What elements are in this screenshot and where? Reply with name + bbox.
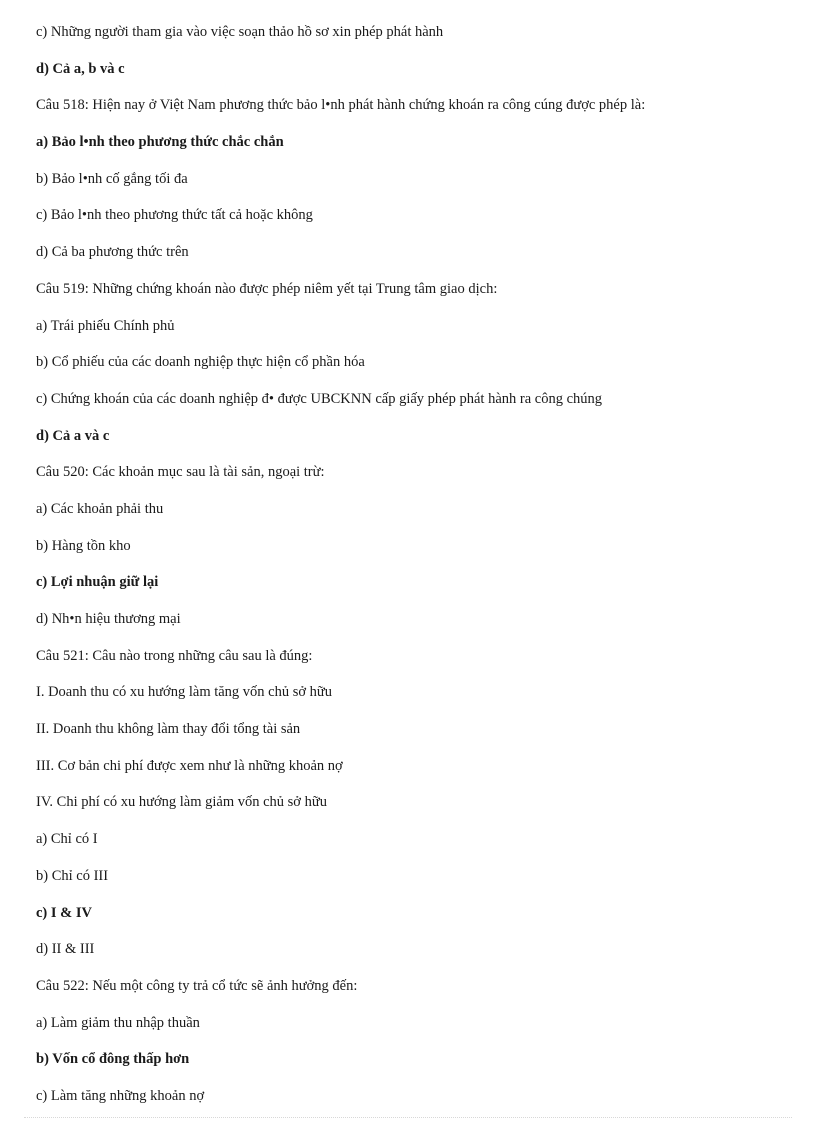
answer-line: d) Cả a và c bbox=[36, 427, 110, 444]
answer-line: a) Bảo l•nh theo phương thức chắc chắn bbox=[36, 134, 284, 151]
text-line: d) Nh•n hiệu thương mại bbox=[36, 611, 181, 627]
answer-line: c) I & IV bbox=[36, 904, 92, 921]
text-line: II. Doanh thu không làm thay đổi tổng tài sản bbox=[36, 721, 301, 738]
text-line: I. Doanh thu có xu hướng làm tăng vốn chủ sở hữu bbox=[36, 684, 333, 701]
text-line: Câu 518: Hiện nay ở Việt Nam phương thức bảo l•nh phát hành chứng khoán ra công cúng được phép là: bbox=[36, 97, 646, 114]
document-page bbox=[36, 22, 796, 1123]
text-line: a) Chỉ có I bbox=[36, 831, 98, 848]
text-line: d) II & III bbox=[36, 941, 95, 958]
text-line: Câu 519: Những chứng khoán nào được phép niêm yết tại Trung tâm giao dịch: bbox=[36, 280, 498, 297]
text-line: a) Các khoản phải thu bbox=[36, 500, 164, 517]
text-line: IV. Chi phí có xu hướng làm giảm vốn chủ sở hữu bbox=[36, 794, 327, 811]
text-line: Câu 522: Nếu một công ty trả cổ tức sẽ ảnh hưởng đến: bbox=[36, 977, 358, 994]
text-line: Câu 521: Câu nào trong những câu sau là đúng: bbox=[36, 647, 313, 664]
answer-line: c) Lợi nhuận giữ lại bbox=[36, 574, 159, 591]
text-line: a) Làm giảm thu nhập thuần bbox=[36, 1014, 200, 1031]
text-line: d) Cả ba phương thức trên bbox=[36, 244, 189, 261]
text-line: Câu 520: Các khoản mục sau là tài sản, ngoại trừ: bbox=[36, 464, 325, 481]
text-line: c) Những người tham gia vào việc soạn thảo hồ sơ xin phép phát hành bbox=[36, 24, 444, 40]
text-line: b) Hàng tồn kho bbox=[36, 537, 131, 554]
text-line: b) Cổ phiếu của các doanh nghiệp thực hiện cổ phần hóa bbox=[36, 354, 365, 371]
page-bottom-divider bbox=[24, 1117, 792, 1118]
text-line: III. Cơ bản chi phí được xem như là những khoản nợ bbox=[36, 757, 343, 774]
text-line: c) Làm tăng những khoản nợ bbox=[36, 1087, 205, 1104]
text-line: b) Chỉ có III bbox=[36, 867, 109, 884]
answer-line: b) Vốn cổ đông thấp hơn bbox=[36, 1051, 190, 1068]
answer-line: d) Cả a, b và c bbox=[36, 60, 125, 77]
text-line: c) Bảo l•nh theo phương thức tất cả hoặc không bbox=[36, 207, 313, 224]
text-line: a) Trái phiếu Chính phủ bbox=[36, 317, 175, 334]
text-line: c) Chứng khoán của các doanh nghiệp đ• được UBCKNN cấp giấy phép phát hành ra công chúng bbox=[36, 390, 603, 407]
text-line: b) Bảo l•nh cố gắng tối đa bbox=[36, 170, 188, 187]
